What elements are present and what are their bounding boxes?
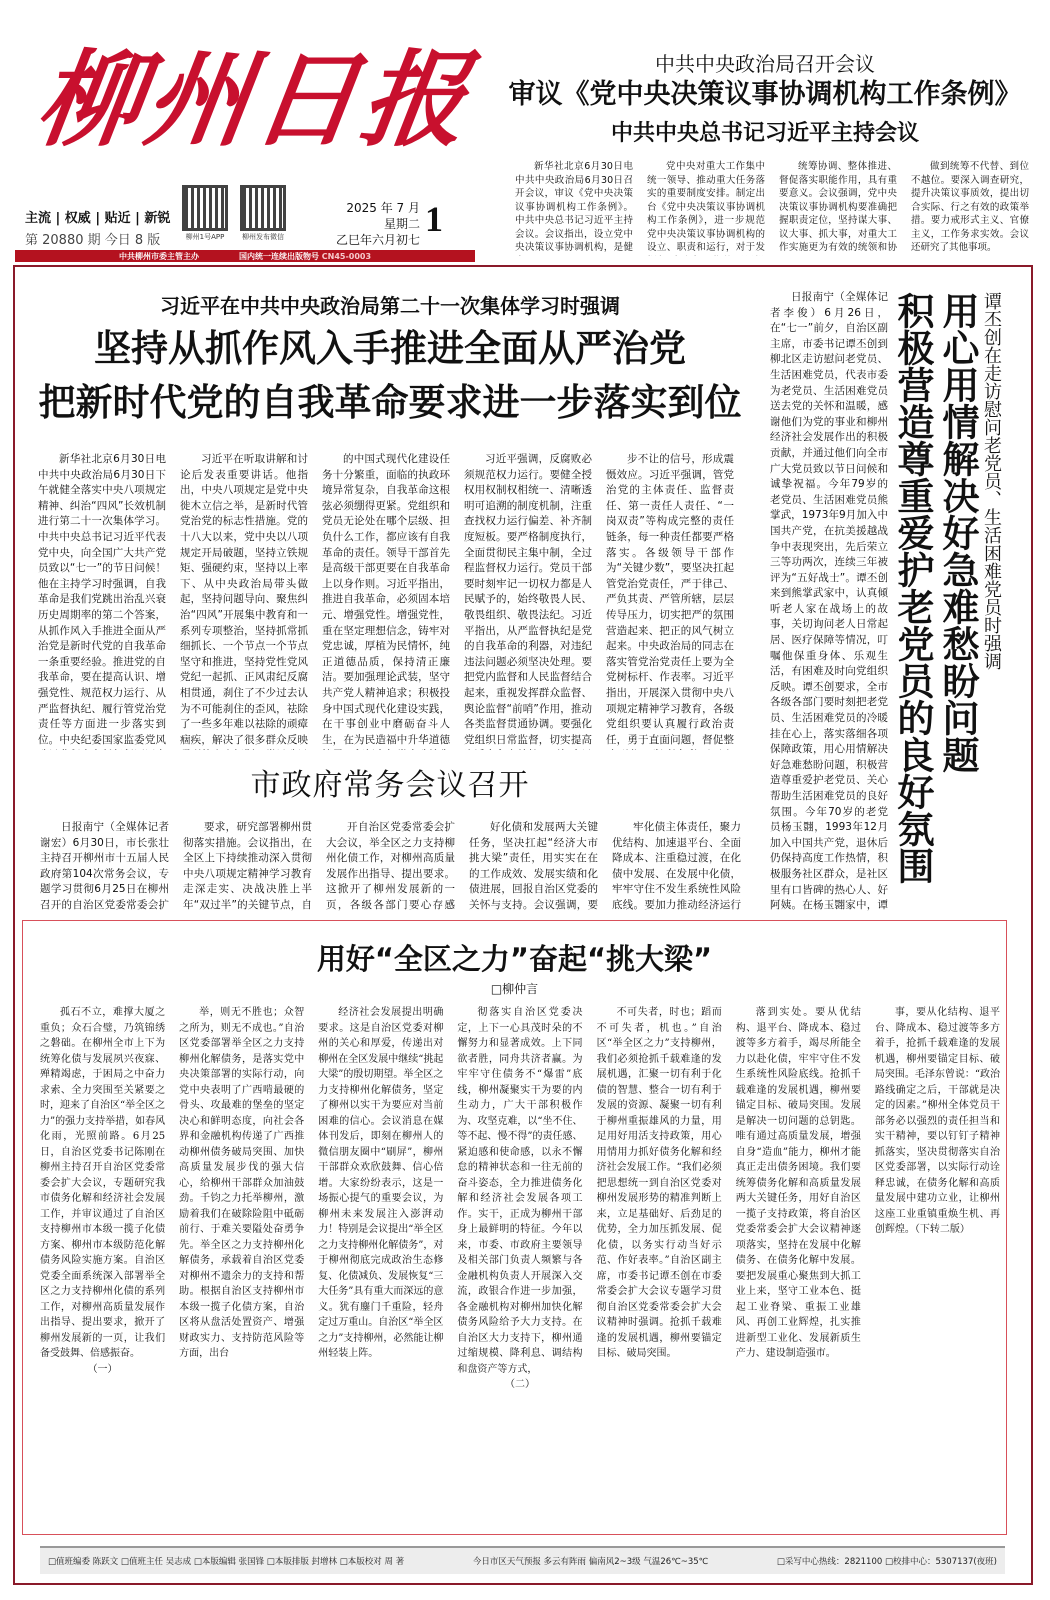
qr-code-wechat-icon [240, 185, 286, 231]
qr-label: 柳州1号APP [185, 233, 225, 241]
qr-code-app-icon [182, 185, 228, 231]
commentary-headline: 用好“全区之力”奋起“挑大梁” [316, 942, 713, 976]
top-story-kicker: 中共中央政治局召开会议 [655, 52, 875, 76]
section-number: （二） [504, 1379, 535, 1390]
column: 事，要从化结构、退平台、降成本、稳过渡等多方着手，抢抓千载难逢的发展机遇，柳州要锚定目标、破局突围。毛泽东曾说：“政治路线确定之后，干部就是决定的因素。”柳州全体党员干部务必以强烈的责任担当和实干精神，要以钉钉子精神抓落实，坚决贯彻落实自治区党委部署，以实际行动诠释忠诚，在债务化解和高质量发展中建功立业，让柳州这座工业重镇重焕生机、再创辉煌。（下转二版） [874, 1007, 1000, 1235]
column-text: 孤石不立，难撑大厦之重负；众石合璧，乃筑锦绣之磐础。在柳州全市上下为统筹化债与发展夙兴夜寐、殚精竭虑，于困局之中奋力求索、全力突围至关紧要之时，迎来了自治区“举全区之力”的强力支持举措，如春风化雨，光照前路。6月25日，自治区党委书记陈刚在柳州主持召开自治区党委常委会扩大会议，专题研究我市债务化解和经济社会发展工作，并审议通过了自治区支持柳州市本级一揽子化债方案、柳州市本级防范化解债务风险实施方案。自治区党委全面系统深入部署举全区之力支持柳州化债的系列工作，对柳州高质量发展作出指导、提出要求，掀开了柳州发展新的一页，让我们备受鼓舞、倍感振奋。 [40, 1007, 166, 1359]
city-headline: 市政府常务会议召开 [250, 768, 530, 803]
column: 新华社北京6月30日电 中共中央政治局6月30日下午就健全落实中央八项规定精神、纠治“四风”长效机制进行第二十一次集体学习。中共中央总书记习近平代表党中央，向全国广大共产党员致以“七一”的节日问候！他在主持学习时强调，自我革命是我们党跳出治乱兴衰历史周期率的第二个答案，从抓作风入手推进全面从严治党是新时代党的自我革命一条重要经验。推进党的自我革命，要在提高认识、增强党性、规范权力运行、从严监督执纪、履行管党治党责任等方面进一步落实到位。中央纪委国家监委党风 [38, 453, 166, 746]
staff-credits: □值班编委 陈跃文 □值班主任 吴志成 □本版编辑 张国锋 □本版排版 封增林 □本版校对 周 著 [48, 1557, 405, 1567]
city-body [40, 820, 745, 915]
column: 经济社会发展提出明确要求。这是自治区党委对柳州的关心和厚爱，传递出对柳州在全区发展中继续“挑起大梁”的殷切期望。举全区之力支持柳州化解债务，坚定了柳州以实干为要应对当前困难的信心。会议消息在媒体刊发后，即刻在柳州人的微信朋友圈中“刷屏”，柳州干部群众欢欣鼓舞、信心倍增。大家纷纷表示，这是一场振心提气的重要会议，为柳州未来发展注入澎湃动力！特别是会议提出“举全区之力支持柳州化解债务”，对于柳州彻底完成政治生态修复、化债减负、发展恢复“三大任务”具有重大而深远的意义。犹有鏖门千重险，轻舟定过万重山。自治区“举全区之力”支持柳州，必然能让柳州轻装上阵。 [318, 1007, 444, 1359]
headline-line: 坚持从抓作风入手推进全面从严治党 [94, 327, 686, 370]
lead-body [38, 452, 743, 752]
column: 牢化债主体责任，聚力优结构、加速退平台、全面降成本、注重稳过渡，在化债中发展、在发展中化债，牢牢守住不发生系统性风险底线。要加力推动经济运行 [612, 821, 741, 911]
side-headline-1: 用心用情解决好急难愁盼问题 [936, 292, 979, 773]
footer [40, 1546, 1005, 1574]
headline-line: 把新时代党的自我革命要求进一步落实到位 [38, 381, 742, 424]
date-gregorian: 2025 年 7 月 [346, 201, 420, 215]
newspaper-logo: 柳州日报 [29, 38, 479, 161]
lead-kicker: 习近平在中共中央政治局第二十一次集体学习时强调 [160, 294, 620, 318]
column: 不可失者，时也；蹈而不可失者，机也。”自治区“举全区之力”支持柳州，我们必须抢抓千载难逢的发展机遇，汇聚一切有利于化债的智慧、整合一切有利于发展的资源、凝聚一切有利于柳州重振雄风的力量，用足用好用活支持政策，用心用情用力抓好债务化解和经济社会发展工作。“我们必须把思想统一到自治区党委对柳州发展形势的精准判断上来，立足基础好、后劲足的优势，全力加压抓发展、促化债，以务实行动当好示范、作好表率。”自治区副主席，市委书记谭丕创在市委常委会扩大会议专题学习贯彻自治区党委常委会扩大会议精神时强调。抢抓千载难逢的发展机遇，柳州要锚定目标、破局突围。 [596, 1007, 722, 1359]
side-headline-2: 积极营造尊重爱护老党员的良好氛围 [891, 292, 934, 884]
date-lunar: 乙巳年六月初七 [335, 233, 420, 247]
column: 的中国式现代化建设任务十分繁重，面临的执政环境异常复杂，自我革命这根弦必须绷得更紧。党组织和党员无论处在哪个层级、担负什么工作，都应该有自我革命的责任。领导干部首先是高级干部更要在自我革命上以身作则。习近平指出，推进自我革命，必须固本培元、增强党性。增强党性，重在坚定理想信念，铸牢对党忠诚，厚植为民情怀，纯正道德品质，保持清正廉洁。要加强理论武装，坚守共产党人精神追求；积极投身中国式现代化建设实践，在干事创业中磨砺奋斗人生，在为民造福中升华道德 [322, 453, 450, 746]
issue-number: 第 20880 期 今日 8 版 [25, 233, 161, 248]
date-block [330, 200, 420, 248]
column: 要求，研究部署柳州贯彻落实措施。会议指出，在全区上下持续推动深入贯彻中央八项规定精神学习教育走深走实、决战决胜上半年“双过半”的关键节点，自 [183, 821, 312, 911]
side-story-body [770, 290, 888, 915]
page-number: 1 [425, 199, 443, 239]
serial-label: 国内统一连续出版物号 [238, 251, 319, 261]
column: 开自治区党委常委会扩大会议，举全区之力支持柳州化债工作，对柳州高质量发展作出指导、提出要求。这掀开了柳州发展新的一页，各级各部门要心存感 [326, 821, 455, 911]
column: 新华社北京6月30日电 中共中央政治局6月30日召开会议，审议《党中央决策议事协调机构工作条例》。中共中央总书记习近平主持会议。会议指出，设立党中央决策议事协调机构，是健 [515, 161, 633, 253]
column-text: 彻落实自治区党委决定，上下一心具茂时朵的不懈努力和显著成效。上下同欲者胜，同舟共济者赢。为牢牢守住债务不“爆雷”底线，柳州凝聚实干为要的内生动力，广大干部积极作为、攻坚克难，以“坐不住、等不起、慢不得”的责任感、紧迫感和使命感，以永不懈怠的精神状态和一往无前的奋斗姿态，全力推进债务化解和经济社会发展各项工作。实干，正成为柳州干部身上最鲜明的特征。今年以来，市委、市政府主要领导及相关部门负责人频繁与各金融机构负责人开展深入交流，政银合作进一步加强，各金融机构对柳州加快化解债务风险给予大力支持。在自治区大力支持下，柳州通过缩规模、降利息、调结构和盘资产等方式， [457, 1007, 583, 1375]
hotlines: □采写中心热线：2821100 □校排中心：5307137(夜班) [776, 1557, 997, 1567]
commentary-body [40, 1005, 1000, 1527]
date-weekday: 星期二 [383, 217, 420, 231]
column: 日报南宁（全媒体记者谢宏）6月30日，市长张壮主持召开柳州市十五届人民政府第104次常务会议，专题学习贯彻6月25日在柳州召开的自治区党委常委会扩 [40, 821, 169, 911]
commentary-author: □柳仲言 [490, 982, 539, 996]
column: 落到实处。要从优结构、退平台、降成本、稳过渡等多方着手，竭尽所能全力以赴化债，牢牢守住不发生系统性风险底线。抢抓千载难逢的发展机遇，柳州要锚定目标、破局突围。发展是解决一切问题的总钥匙。唯有通过高质量发展，增强自身“造血”能力，柳州才能真正走出债务困境。我们要统筹债务化解和高质量发展两大关键任务，用好自治区一揽子支持政策，将自治区党委常委会扩大会议精神逐项落实，坚持在发展中化解债务、在债务化解中发展。要把发展重心聚焦到大抓工业上来，坚守工业本色、挺起工业脊梁、重振工业雄风、再创工业辉煌，扎实推进新型工业化、发展新质生产力、建设制造强市。 [735, 1007, 861, 1359]
top-story-body [515, 160, 1030, 256]
section-number: （一） [87, 1363, 118, 1375]
side-kicker: 谭丕创在走访慰问老党员、生活困难党员时强调 [981, 292, 1002, 670]
serial-code: CN45-0003 [321, 251, 372, 261]
column: 做到统筹不代替、到位不越位。要深入调查研究，提升决策议事质效，提出切合实际、行之有效的政策举措。要力戒形式主义、官僚主义，工作务求实效。会议还研究了其他事项。 [911, 161, 1029, 253]
lead-headline [30, 322, 750, 430]
column: 举，则无不胜也；众智之所为，则无不成也。”自治区党委部署举全区之力支持柳州化解债务，是落实党中央决策部署的实际行动，向党中央表明了广西啃最硬的骨头、攻最难的堡垒的坚定决心和鲜明态度，向社会各界和金融机构传递了广西推动柳州债务破局突围、加快高质量发展步伐的强大信心，给柳州干部群众加油鼓劲。千钧之力托举柳州，激励着我们在破除险阻中砥砺前行、于难关要隘处奋勇争先。举全区之力支持柳州化解债务，承载着自治区党委对柳州不遗余力的支持和帮助。根据自治区支持柳州市本级一揽子化债方案，自治区将从盘活处置资产、增强财政实力、支持防范风险等方面，出台 [179, 1007, 305, 1359]
weather: 今日市区天气预报 多云有阵雨 偏南风2~3级 气温26℃~35℃ [472, 1557, 709, 1567]
top-story-subhead: 中共中央总书记习近平主持会议 [610, 121, 919, 146]
column: 习近平在听取讲解和讨论后发表重要讲话。他指出，中央八项规定是党中央徙木立信之举，是新时代管党治党的标志性措施。党的十八大以来，党中央以八项规定开局破题，坚持立铁规矩、强硬约束，坚持以上率下、从中央政治局带头做起，坚持问题导向、聚焦纠治“四风”开展集中教育和一系列专项整治，坚持抓常抓细抓长、一个节点一个节点坚守和推进，坚持党性党风党纪一起抓、正风肃纪反腐相贯通，刹住了不少过去认为不可能刹住的歪风，祛除了一些多年难以祛除的顽瘴痼疾，解决了很多群众反映 [180, 453, 308, 746]
column: 习近平强调，反腐败必须规范权力运行。要健全授权用权制权相统一、清晰透明可追溯的制度机制，注重查找权力运行偏差、补齐制度短板。要严格制度执行，全面贯彻民主集中制，全过程监督权力运行。党员干部要时刻牢记一切权力都是人民赋予的，始终敬畏人民、敬畏组织、敬畏法纪。习近平指出，从严监督执纪是党的自我革命的利器，对违纪违法问题必须坚决处理。要把党内监督和人民监督结合起来，重视发挥群众监督、舆论监督“前哨”作用，推动各类监督贯通协调。要强化党组织日常监督，切实提高 [464, 453, 592, 746]
column: 步不让的信号，形成震慑效应。习近平强调，管党治党的主体责任、监督责任、第一责任人责任、“一岗双责”等构成完整的责任链条，每一种责任都要严格落实。各级领导干部作为“关键少数”，要坚决扛起管党治党责任，严于律己、严负其责、严管所辖，层层传导压力，切实把严的氛围营造起来、把正的风气树立起来。中央政治局的同志在落实管党治党责任上要为全党树标杆、作表率。习近平指出，开展深入贯彻中央八项规定精神学习教育，各级党组织要认真履行政治责任，勇于直面问题，督促整 [606, 453, 734, 746]
column [457, 1005, 582, 1525]
serial-number [239, 251, 371, 262]
column: 党中央对重大工作集中统一领导、推动重大任务落实的重要制度安排。制定出台《党中央决策议事协调机构工作条例》，进一步规范党中央决策议事协调机构的设立、职责和运行，对于发 [647, 161, 765, 253]
slogan: 主流 | 权威 | 贴近 | 新锐 [25, 211, 171, 226]
column: 日报南宁（全媒体记者李俊）6月26日，在“七一”前夕，自治区副主席，市委书记谭丕创到柳北区走访慰问老党员、生活困难党员，代表市委为老党员、生活困难党员送去党的关怀和温暖，感谢他们为党的事业和柳州经济社会发展作出的积极贡献，并通过他们向全市广大党员致以节日问候和诚挚祝福。今年79岁的老党员、生活困难党员熊掌武，1973年9月加入中国共产党，在抗美援越战争中表现突出，先后荣立三等功两次，连续三年被评为“五好战士”。谭丕创来到熊掌武家中，认真倾听老人家在战场上的故事，关切询问老人日常起居、医疗保障等情况，叮嘱他保重身体、乐观生活，有困难及时向党组织反映。谭丕创要求，全市各级各部门要时刻把老党员、生活困难党员的冷暖挂在心上，落实落细各项保障政策，用心用情解决好急难愁盼问题，积极营造尊重爱护老党员、关心帮助生活困难党员的良好氛围。今年70岁的老党员杨玉翾，1993年12月加入中国共产党，退休后仍保持高度工作热情，积极服务社区群众，是社区里有口皆碑的热心人、好阿姨。在杨玉翾家中，谭 [770, 291, 888, 912]
publisher-bar [15, 250, 475, 262]
column [40, 1005, 165, 1525]
publisher: 中共柳州市委主管主办 [118, 251, 199, 261]
column: 好化债和发展两大关键任务，坚决扛起“经济大市挑大梁”责任，用实实在在的工作成效、发展实绩和化债进展，回报自治区党委的关怀与支持。会议强调，要 [469, 821, 598, 911]
top-story-headline: 审议《党中央决策议事协调机构工作条例》 [508, 79, 1022, 110]
qr-label: 柳州发布微信 [242, 233, 284, 241]
column: 统筹协调、整体推进、督促落实职能作用，具有重要意义。会议强调，党中央决策议事协调机构要准确把握职责定位，坚持谋大事、议大事、抓大事，对重大工作实施更为有效的统领和协 [779, 161, 897, 253]
